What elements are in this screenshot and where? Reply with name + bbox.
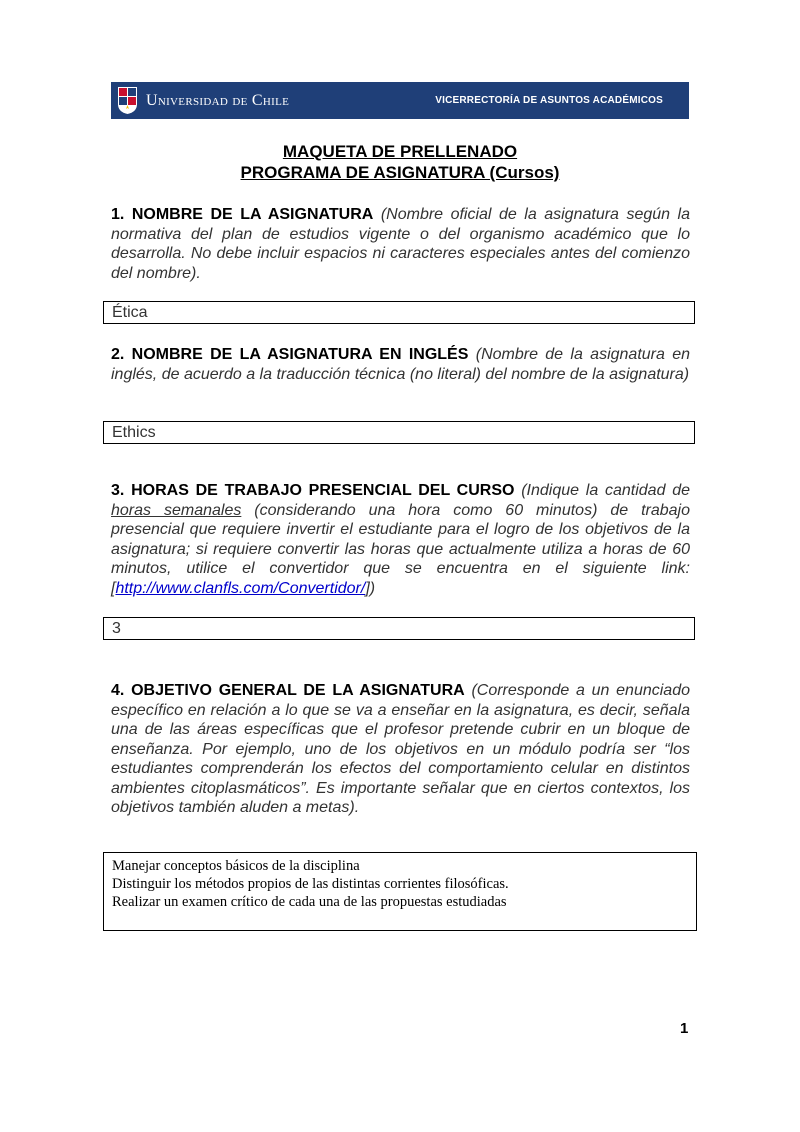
section-3-description-before: (Indique la cantidad de — [521, 482, 691, 499]
section-3-description-end: ]) — [365, 579, 376, 597]
document-title-line2: PROGRAMA DE ASIGNATURA (Cursos) — [240, 163, 560, 182]
page-number: 1 — [680, 1020, 689, 1037]
section-1-description: (Nombre oficial de la asignatura según la normativa del plan de estudios vigente o del organismo académico que lo desarrolla. No debe incluir espacios ni caracteres especiales antes del comienzo del nombre). — [111, 206, 691, 282]
section-2-heading: 2. NOMBRE DE LA ASIGNATURA EN INGLÉS — [111, 346, 469, 363]
document-title-line1: MAQUETA DE PRELLENADO — [282, 142, 518, 161]
section-4 — [111, 681, 690, 818]
section-2-answer: Ethics — [112, 424, 156, 441]
section-3-answer: 3 — [112, 620, 121, 637]
section-1 — [111, 205, 690, 283]
section-2-answer-box — [103, 421, 695, 444]
section-3 — [111, 481, 690, 598]
header-banner — [111, 82, 689, 119]
section-1-heading: 1. NOMBRE DE LA ASIGNATURA — [111, 206, 374, 223]
objective-line: Manejar conceptos básicos de la disciplina — [112, 858, 360, 874]
section-3-heading: 3. HORAS DE TRABAJO PRESENCIAL DEL CURSO — [111, 482, 515, 499]
section-3-underlined: horas semanales — [111, 501, 242, 519]
section-2 — [111, 345, 690, 384]
section-3-description-after: (considerando una hora como 60 minutos) de trabajo presencial que requiere invertir el estudiante para el logro de los objetivos de la asignatura; si requiere convertir las horas que actualmente utiliza a horas de 60 minutos, utilice el convertidor que se encuentra en el siguiente link: [ — [111, 501, 690, 597]
section-4-answer-box — [103, 852, 697, 931]
office-name: VICERRECTORÍA DE ASUNTOS ACADÉMICOS — [435, 95, 663, 106]
section-3-answer-box — [103, 617, 695, 640]
section-4-description: (Corresponde a un enunciado específico en relación a lo que se va a enseñar en la asignatura, es decir, señala una de las áreas específicas que el profesor pretende cubrir en un bloque de enseñanza. Por ejemplo, uno de los objetivos en un módulo podría ser “los estudiantes comprenderán los efectos del comportamiento celular en distintos ambientes citoplasmáticos”. Es importante señalar que en ciertos contextos, los objetivos también aluden a metas). — [111, 682, 691, 816]
section-1-answer: Ética — [112, 304, 148, 321]
section-1-answer-box — [103, 301, 695, 324]
university-seal-icon — [117, 86, 138, 115]
section-4-heading: 4. OBJETIVO GENERAL DE LA ASIGNATURA — [111, 682, 465, 699]
converter-link[interactable]: http://www.clanfls.com/Convertidor/ — [115, 579, 366, 597]
objective-line: Distinguir los métodos propios de las distintas corrientes filosóficas. — [112, 876, 509, 892]
university-name: Universidad de Chile — [146, 91, 290, 109]
objective-line: Realizar un examen crítico de cada una de las propuestas estudiadas — [112, 894, 507, 910]
section-2-description: (Nombre de la asignatura en inglés, de acuerdo a la traducción técnica (no literal) del nombre de la asignatura) — [111, 346, 691, 383]
